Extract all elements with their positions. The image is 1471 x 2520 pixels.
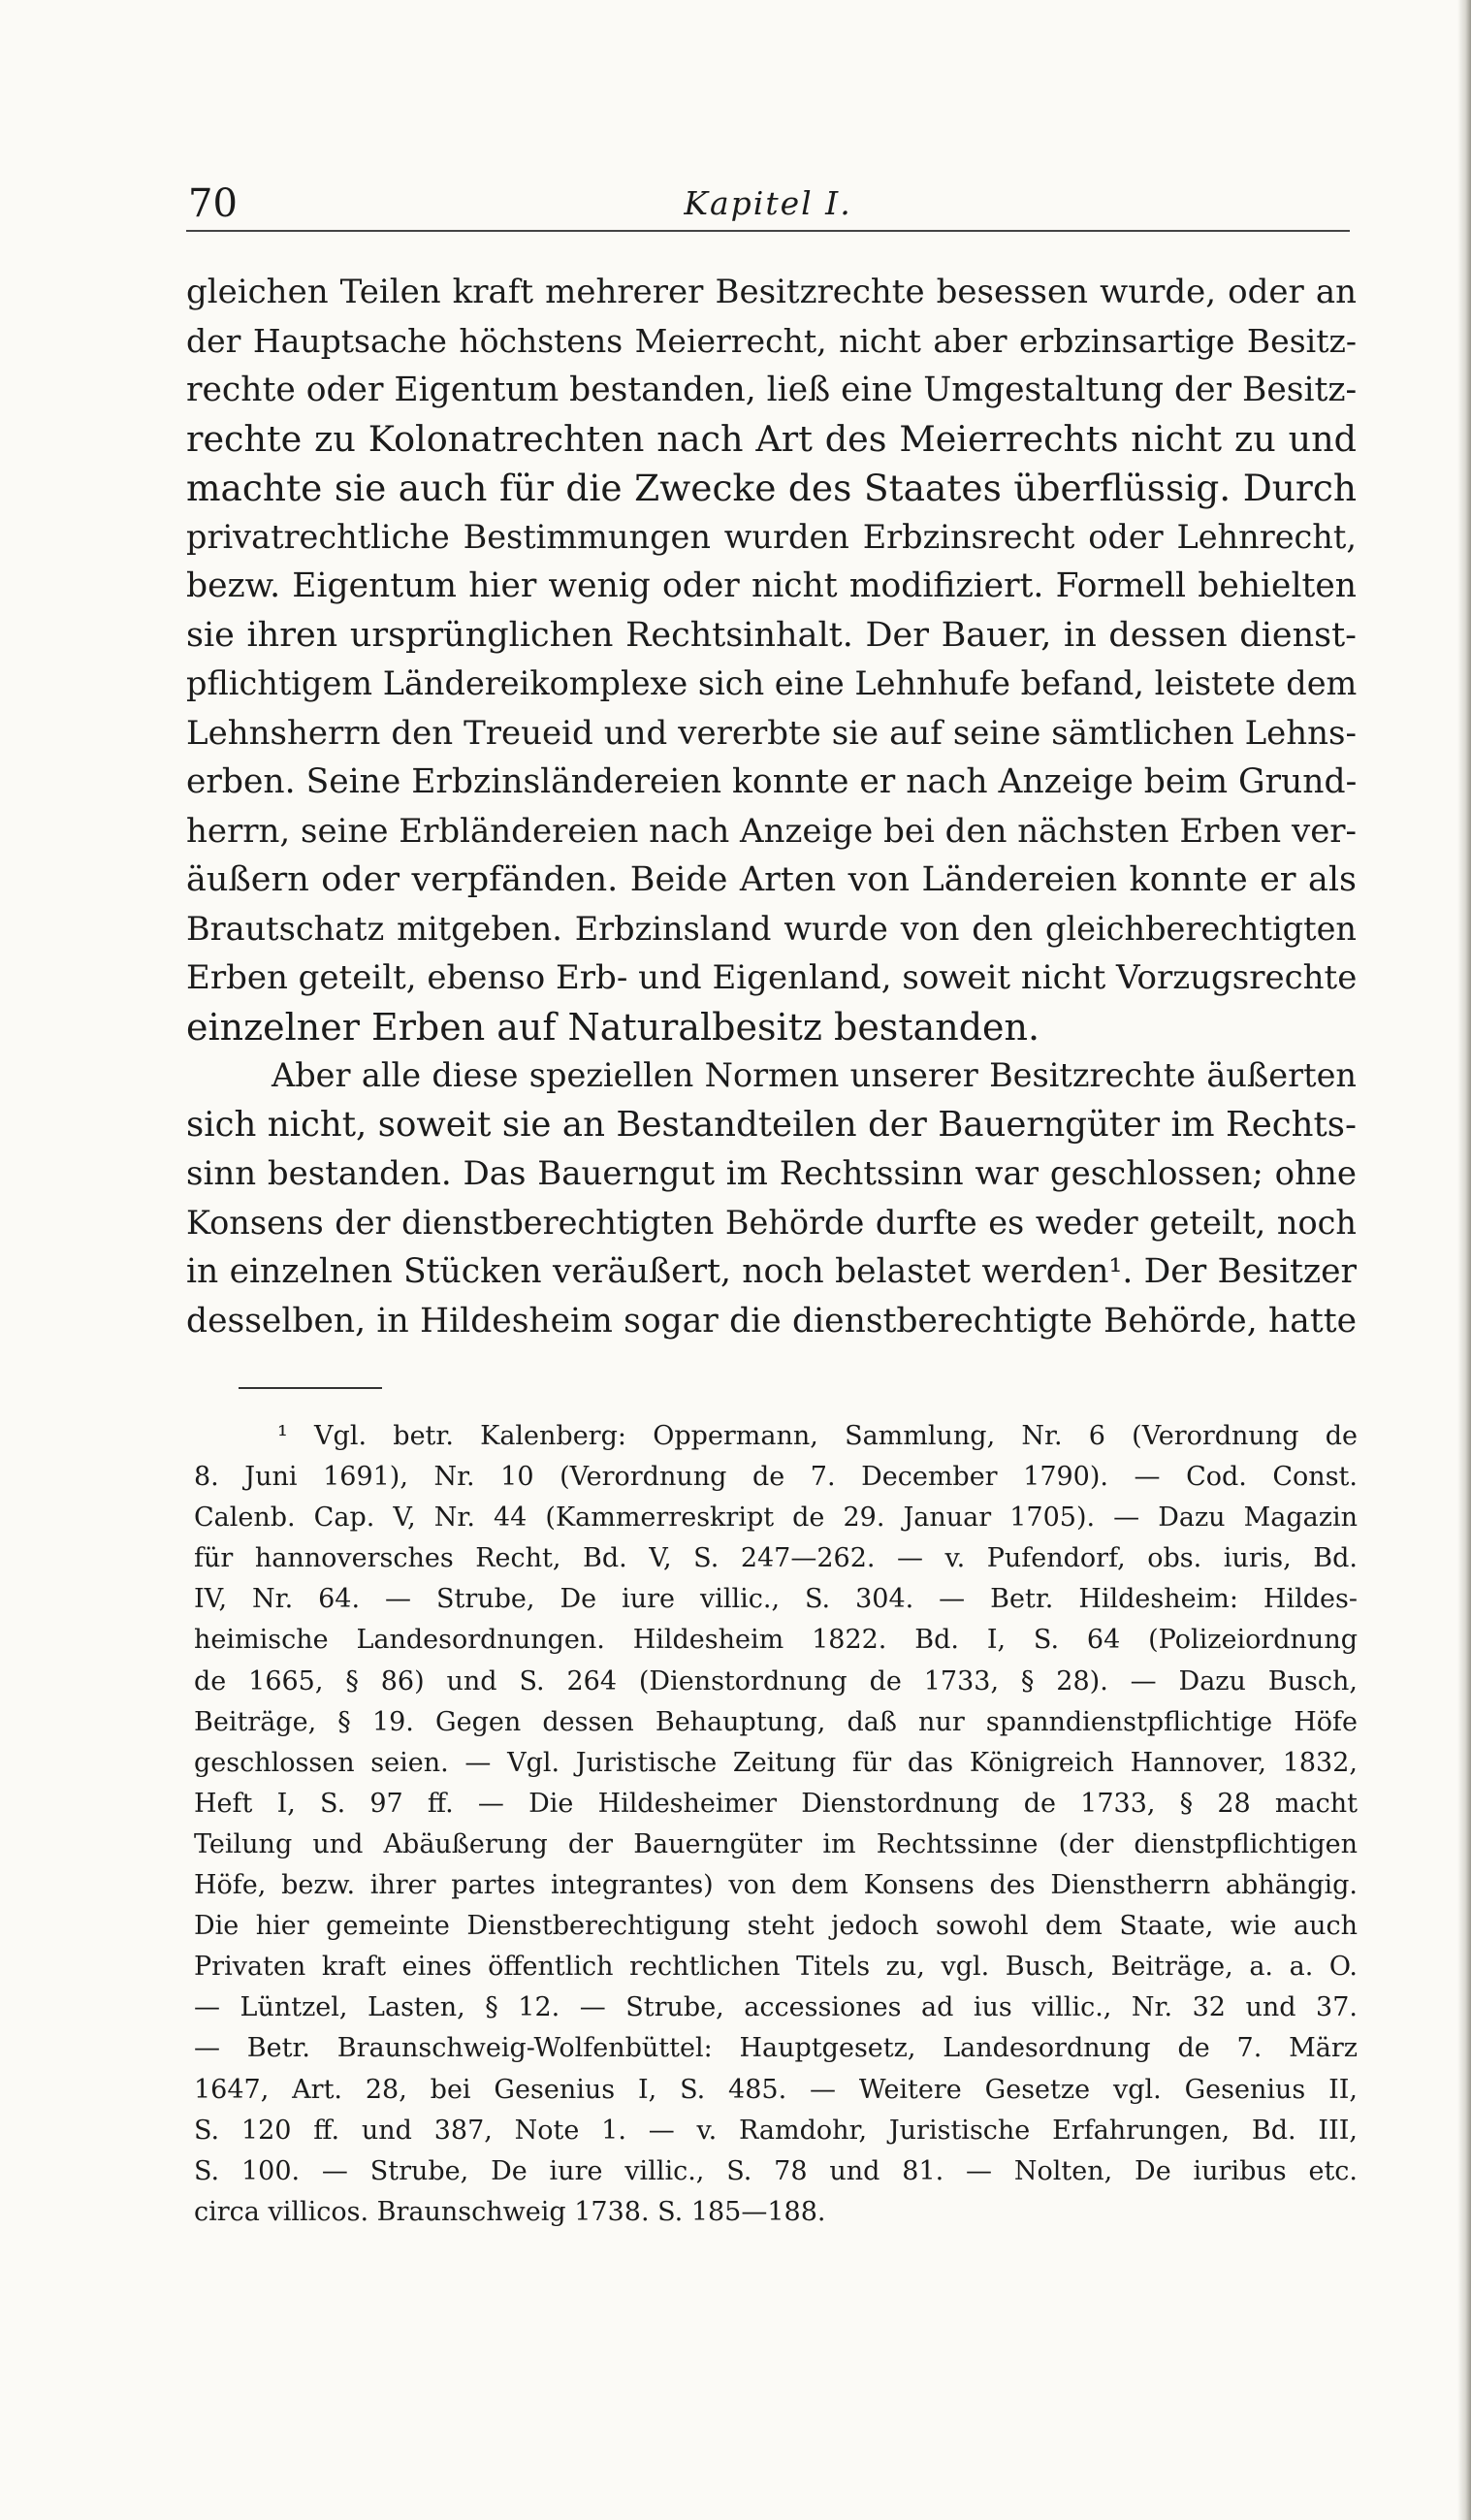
footnotes (194, 1416, 1358, 2233)
body-line: machte sie auch für die Zwecke des Staates überflüssig. Durch (186, 467, 1357, 509)
footnote-line: Privaten kraft eines öffentlich rechtlichen Titels zu, vgl. Busch, Beiträge, a. a. O. (194, 1952, 1358, 1983)
footnote-line: 8. Juni 1691), Nr. 10 (Verordnung de 7. December 1790). — Cod. Const. (194, 1462, 1358, 1493)
body-line: Lehnsherrn den Treueid und vererbte sie auf seine sämtlichen Lehns- (186, 713, 1357, 753)
body-line: äußern oder verpfänden. Beide Arten von Ländereien konnte er als (186, 860, 1357, 899)
body-line: rechte zu Kolonatrechten nach Art des Meierrechts nicht zu und (186, 417, 1357, 460)
footnote-line: ¹ Vgl. betr. Kalenberg: Oppermann, Sammlung, Nr. 6 (Verordnung de (277, 1421, 1358, 1451)
running-header (186, 178, 1350, 236)
body-line: bezw. Eigentum hier wenig oder nicht modifiziert. Formell behielten (186, 566, 1357, 605)
body-line: privatrechtliche Bestimmungen wurden Erbzinsrecht oder Lehnrecht, (186, 517, 1357, 556)
body-line: pflichtigem Ländereikomplexe sich eine Lehnhufe befand, leistete dem (186, 664, 1358, 702)
body-line: sich nicht, soweit sie an Bestandteilen der Bauerngüter im Rechts- (186, 1104, 1357, 1145)
body-line: rechte oder Eigentum bestanden, ließ eine Umgestaltung der Besitz- (186, 371, 1358, 409)
footnote-line: heimische Landesordnungen. Hildesheim 1822. Bd. I, S. 64 (Polizeiordnung (194, 1625, 1358, 1656)
footnote-line: für hannoversches Recht, Bd. V, S. 247—262. — v. Pufendorf, obs. iuris, Bd. (194, 1543, 1358, 1574)
footnote-line: geschlossen seien. — Vgl. Juristische Zeitung für das Königreich Hannover, 1832, (194, 1747, 1358, 1778)
footnote-line: Beiträge, § 19. Gegen dessen Behauptung, daß nur spanndienstpflichtige Höfe (194, 1706, 1358, 1737)
body-line: in einzelnen Stücken veräußert, noch belastet werden¹. Der Besitzer (186, 1252, 1357, 1291)
footnote-line: de 1665, § 86) und S. 264 (Dienstordnung de 1733, § 28). — Dazu Busch, (194, 1665, 1358, 1696)
body-line: Konsens der dienstberechtigten Behörde durfte es weder geteilt, noch (186, 1203, 1357, 1242)
footnote-line: S. 100. — Strube, De iure villic., S. 78 und 81. — Nolten, De iuribus etc. (194, 2155, 1358, 2186)
footnote-line: IV, Nr. 64. — Strube, De iure villic., S. 304. — Betr. Hildesheim: Hildes- (194, 1584, 1358, 1615)
body-line: sie ihren ursprünglichen Rechtsinhalt. Der Bauer, in dessen dienst- (186, 615, 1357, 655)
body-line: Aber alle diese speziellen Normen unserer Besitzrechte äußerten (272, 1056, 1357, 1094)
footnote-line: — Betr. Braunschweig-Wolfenbüttel: Hauptgesetz, Landesordnung de 7. März (194, 2033, 1358, 2064)
body-line: Erben geteilt, ebenso Erb- und Eigenland, soweit nicht Vorzugsrechte (186, 958, 1358, 997)
footnote-line: circa villicos. Braunschweig 1738. S. 185—188. (194, 2196, 826, 2227)
page-number: 70 (188, 181, 238, 226)
body-line: Brautschatz mitgeben. Erbzinsland wurde von den gleichberechtigten (186, 909, 1357, 948)
body-line: desselben, in Hildesheim sogar die dienstberechtigte Behörde, hatte (186, 1301, 1357, 1341)
footnote-line: Die hier gemeinte Dienstberechtigung steht jedoch sowohl dem Staate, wie auch (194, 1911, 1358, 1942)
footnote-line: Höfe, bezw. ihrer partes integrantes) von dem Konsens des Dienstherrn abhängig. (194, 1870, 1358, 1901)
footnote-line: 1647, Art. 28, bei Gesenius I, S. 485. — Weitere Gesetze vgl. Gesenius II, (194, 2074, 1358, 2105)
body-line: gleichen Teilen kraft mehrerer Besitzrechte besessen wurde, oder an (186, 273, 1357, 311)
body-text (186, 268, 1357, 1345)
scan-edge-shadow (1457, 0, 1471, 2520)
body-line: herrn, seine Erbländereien nach Anzeige bei den nächsten Erben ver- (186, 811, 1358, 851)
body-line: erben. Seine Erbzinsländereien konnte er nach Anzeige beim Grund- (186, 762, 1358, 801)
body-line: der Hauptsache höchstens Meierrecht, nicht aber erbzinsartige Besitz- (186, 321, 1357, 360)
footnote-rule (239, 1387, 382, 1389)
chapter-title: Kapitel I. (684, 184, 852, 222)
footnote-line: — Lüntzel, Lasten, § 12. — Strube, accessiones ad ius villic., Nr. 32 und 37. (194, 1992, 1358, 2023)
body-line: einzelner Erben auf Naturalbesitz bestanden. (186, 1005, 1040, 1049)
header-rule (186, 230, 1350, 232)
body-line: sinn bestanden. Das Bauerngut im Rechtssinn war geschlossen; ohne (186, 1154, 1357, 1193)
footnote-line: Calenb. Cap. V, Nr. 44 (Kammerreskript de 29. Januar 1705). — Dazu Magazin (194, 1502, 1358, 1534)
footnote-line: S. 120 ff. und 387, Note 1. — v. Ramdohr, Juristische Erfahrungen, Bd. III, (194, 2115, 1358, 2146)
footnote-line: Heft I, S. 97 ff. — Die Hildesheimer Dienstordnung de 1733, § 28 macht (194, 1788, 1358, 1819)
footnote-line: Teilung und Abäußerung der Bauerngüter im Rechtssinne (der dienstpflichtigen (194, 1828, 1358, 1859)
